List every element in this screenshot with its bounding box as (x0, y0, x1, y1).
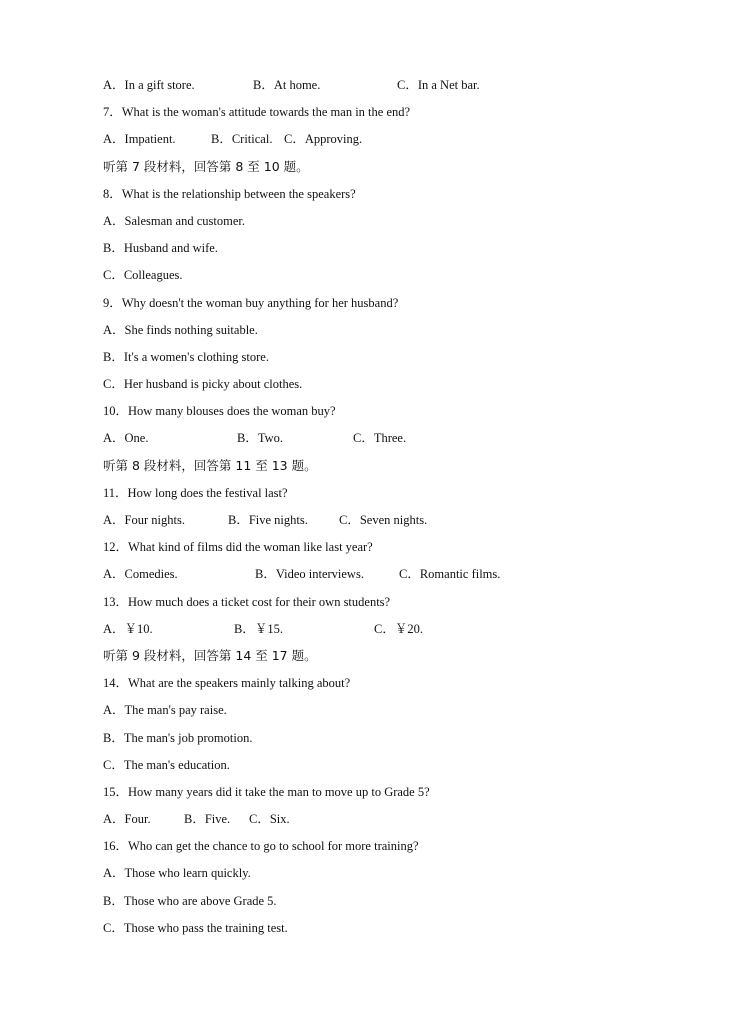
question-text (103, 102, 663, 129)
option-c: C．￥20. (374, 621, 423, 636)
question-text (103, 184, 663, 211)
section-heading (103, 456, 663, 483)
option-a: A．In a gift store. (103, 78, 195, 92)
section-heading-label: 听第 7 段材料，回答第 8 至 10 题。 (103, 158, 309, 174)
question-text-label: 13．How much does a ticket cost for their own students? (103, 594, 391, 609)
option-text (103, 238, 663, 265)
option-text (103, 700, 663, 727)
question-text-label: 10．How many blouses does the woman buy? (103, 404, 336, 419)
option-c: C．Six. (249, 812, 290, 827)
option-row (103, 75, 663, 102)
option-text-label: C．Colleagues. (103, 268, 183, 283)
option-b: B．Two. (237, 431, 284, 446)
option-text-label: B．It's a women's clothing store. (103, 349, 269, 364)
question-text-label: 9．Why doesn't the woman buy anything for her husband? (103, 295, 399, 310)
option-text-label: A．Those who learn quickly. (103, 866, 251, 881)
question-text-label: 14．What are the speakers mainly talking about? (103, 676, 351, 691)
option-b: B．Five. (184, 812, 231, 827)
option-text (103, 755, 663, 782)
option-text (103, 728, 663, 755)
option-row (103, 510, 663, 537)
option-text (103, 320, 663, 347)
option-c: C．Seven nights. (339, 513, 428, 527)
option-row (103, 564, 663, 591)
question-text (103, 782, 663, 809)
section-heading (103, 157, 663, 184)
option-row (103, 129, 663, 156)
option-row (103, 428, 663, 455)
question-text-label: 8．What is the relationship between the speakers? (103, 186, 356, 201)
option-c: C．In a Net bar. (397, 78, 480, 92)
option-text (103, 918, 663, 945)
question-text (103, 401, 663, 428)
option-text-label: C．The man's education. (103, 757, 230, 772)
option-a: A．Impatient. (103, 132, 176, 147)
question-text-label: 16．Who can get the chance to go to school for more training? (103, 839, 419, 854)
option-b: B．Critical. (211, 132, 273, 147)
question-list (103, 75, 663, 945)
question-text (103, 836, 663, 863)
question-text (103, 592, 663, 619)
question-text-label: 7．What is the woman's attitude towards the man in the end? (103, 105, 411, 120)
option-text (103, 863, 663, 890)
option-b: B．Five nights. (228, 513, 308, 527)
option-a: A．Comedies. (103, 567, 178, 582)
option-text-label: A．The man's pay raise. (103, 703, 227, 718)
option-text-label: C．Her husband is picky about clothes. (103, 377, 303, 392)
option-a: A．Four. (103, 812, 151, 827)
question-text (103, 293, 663, 320)
option-c: C．Approving. (284, 132, 363, 147)
option-a: A．One. (103, 431, 149, 446)
option-text (103, 374, 663, 401)
question-text-label: 11．How long does the festival last? (103, 485, 288, 500)
option-b: B．Video interviews. (255, 567, 364, 582)
option-text-label: B．Those who are above Grade 5. (103, 893, 277, 908)
option-text-label: C．Those who pass the training test. (103, 920, 288, 935)
option-text (103, 211, 663, 238)
question-text (103, 673, 663, 700)
option-text-label: A．She finds nothing suitable. (103, 322, 258, 337)
option-text (103, 347, 663, 374)
option-text (103, 265, 663, 292)
option-row (103, 809, 663, 836)
option-c: C．Romantic films. (399, 567, 501, 582)
option-text-label: B．The man's job promotion. (103, 730, 253, 745)
section-heading-label: 听第 8 段材料，回答第 11 至 13 题。 (103, 457, 317, 473)
option-row (103, 619, 663, 646)
option-b: B．￥15. (234, 621, 283, 636)
question-text (103, 483, 663, 510)
option-a: A．￥10. (103, 621, 153, 636)
option-text-label: A．Salesman and customer. (103, 213, 245, 228)
section-heading (103, 646, 663, 673)
question-text (103, 537, 663, 564)
option-b: B．At home. (253, 78, 321, 92)
section-heading-label: 听第 9 段材料，回答第 14 至 17 题。 (103, 647, 317, 663)
option-text (103, 891, 663, 918)
option-a: A．Four nights. (103, 513, 185, 527)
option-c: C．Three. (353, 431, 407, 446)
option-text-label: B．Husband and wife. (103, 241, 218, 256)
question-text-label: 15．How many years did it take the man to move up to Grade 5? (103, 784, 430, 799)
question-text-label: 12．What kind of films did the woman like last year? (103, 540, 373, 555)
